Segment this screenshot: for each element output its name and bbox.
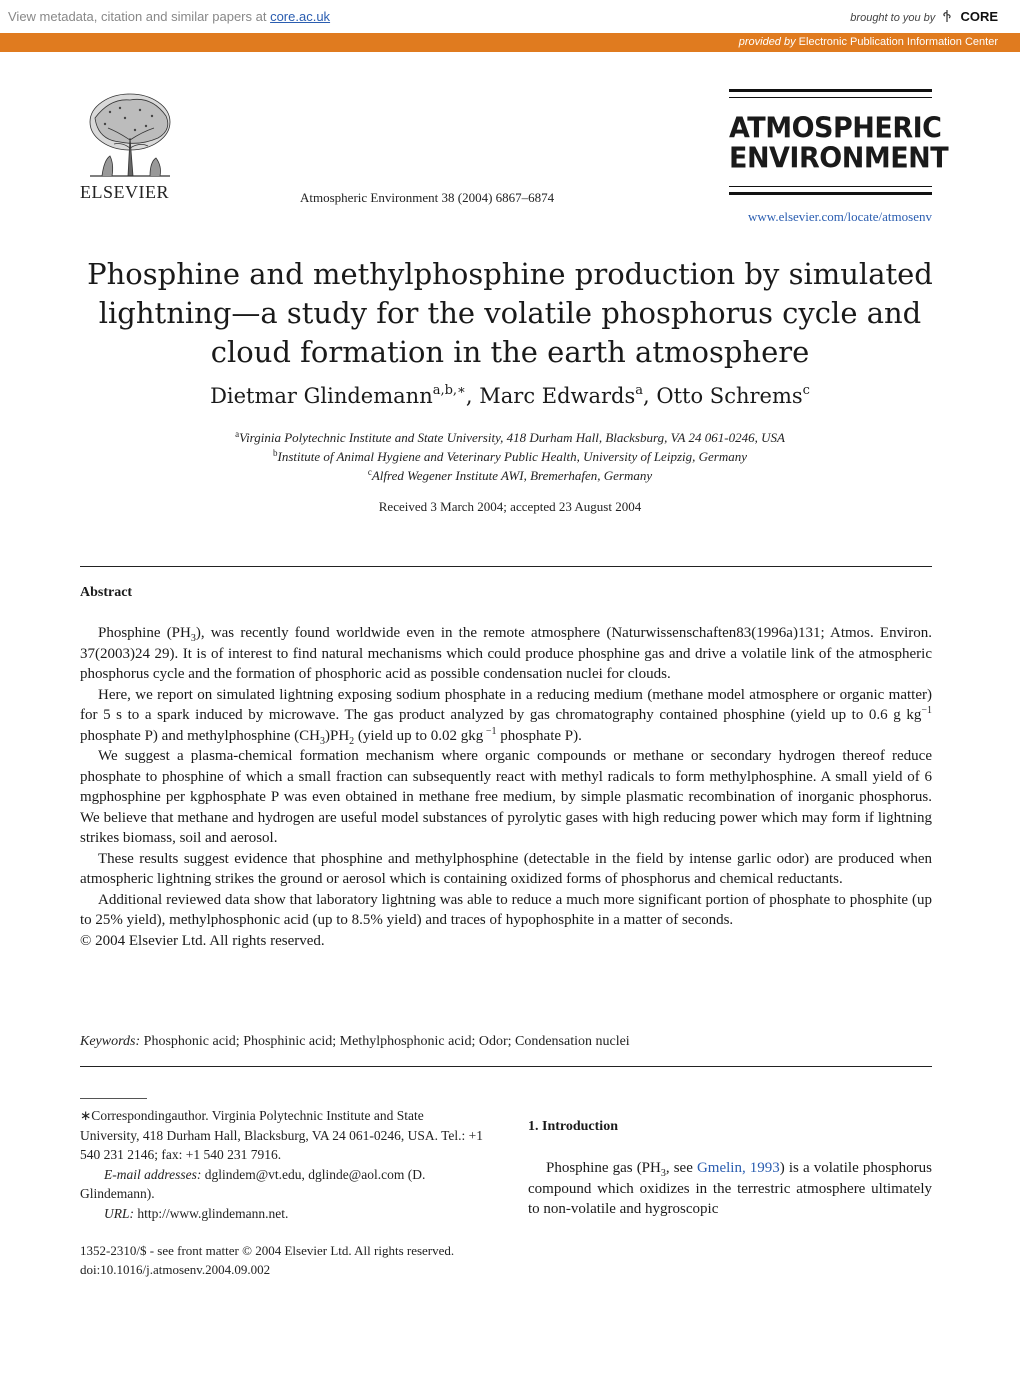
abstract-body [80,623,932,951]
author-name: Dietmar Glindemann [210,384,433,408]
footnote-url [80,1204,485,1224]
core-logo-icon [941,9,954,23]
abstract-text: Here, we report on simulated lightning exposing sodium phosphate in a reducing medium (methane model atmosphere or organic matter) for 5 s to a spark induced by microwave. The gas product analyzed by gas chromatography contained phosphine (yield up to 0.6 g kg [80,686,932,723]
abstract-text: phosphate P). [496,727,582,744]
affiliation-mark: c [367,467,372,477]
keywords-label: Keywords: [80,1034,141,1049]
affiliation-mark: b [273,448,278,458]
affiliation-text: Alfred Wegener Institute AWI, Bremerhafen, Germany [371,468,653,483]
keywords-text: Phosphonic acid; Phosphinic acid; Methylphosphonic acid; Odor; Condensation nuclei [140,1034,630,1049]
abstract-paragraph: Additional reviewed data show that laboratory lightning was able to reduce a much more significant portion of phosphate to phosphite (up to 25% yield), methylphosphonic acid (up to 8.5% yield) and traces of hypophosphite in a matter of seconds. [80,891,932,928]
title-line: lightning—a study for the volatile phosphorus cycle and [98,296,922,330]
abstract-text: Phosphine (PH [98,625,191,641]
author-affiliation-mark: a [635,383,644,398]
abstract-text: ), was recently found worldwide even in the remote atmosphere (Naturwissenschaften83(1996a)131; Atmos. Environ. 37(2003)24 29). It is of interest to find natural mechanisms which could produce phosphine gas and drive a volatile link of the atmospheric phosphorus cycle and the formation of phosphoric acid as possible condensation nuclei for clouds. [80,625,933,682]
author-name: , Marc Edwards [465,384,636,408]
title-line: cloud formation in the earth atmosphere [210,335,810,369]
footnote-text: ∗Correspondingauthor. Virginia Polytechnic Institute and State University, 418 Durham Hall, Blacksburg, VA 24 061-0246, USA. Tel.: +1 540 231 2146; fax: +1 540 231 7916. [80,1108,484,1162]
core-header [0,0,1020,33]
brand-rule-bottom [729,192,932,195]
corresponding-author-footnote [80,1106,485,1223]
title-line: Phosphine and methylphosphine production by simulated [87,257,933,291]
issn-line: 1352-2310/$ - see front matter © 2004 Elsevier Ltd. All rights reserved. [80,1243,455,1258]
author-name: , Otto Schrems [643,384,803,408]
affiliation-text: Institute of Animal Hygiene and Veterinary Public Health, University of Leipzig, Germany [277,449,747,464]
url-label: URL: [104,1205,134,1221]
intro-text: , see [665,1160,697,1176]
brand-rule-bottom-thin [729,186,932,187]
core-provided-by [739,36,998,48]
subscript: 3 [660,1168,666,1179]
subscript: 3 [190,633,196,644]
provider-name[interactable]: Electronic Publication Information Center [798,36,998,48]
provided-label: provided by [738,36,796,48]
received-dates: Received 3 March 2004; accepted 23 August 2004 [378,499,642,514]
citation-link[interactable]: Gmelin, 1993 [696,1160,780,1176]
core-metadata-text [8,9,330,24]
front-matter [80,1241,454,1279]
doi-line[interactable]: doi:10.1016/j.atmosenv.2004.09.002 [80,1262,271,1277]
journal-url-link[interactable]: www.elsevier.com/locate/atmosenv [748,209,932,224]
subscript: 2 [349,735,355,747]
paper-title [60,255,960,372]
author-list [60,384,960,408]
affiliation-a [60,430,960,446]
publisher-name: ELSEVIER [80,182,169,202]
author-affiliation-mark: c [802,383,810,398]
abstract-paragraph [80,685,932,747]
subscript: 3 [319,735,325,747]
copyright-line: © 2004 Elsevier Ltd. All rights reserved. [80,932,325,949]
journal-citation: Atmospheric Environment 38 (2004) 6867–6874 [300,190,555,205]
footnote-rule [80,1098,147,1099]
affiliation-b [60,449,960,465]
email-addresses[interactable]: dglindem@vt.edu, dglinde@aol.com (D. Glindemann). [80,1166,426,1201]
author-affiliation-mark: a,b,∗ [432,383,466,398]
affiliation-mark: a [235,429,240,439]
affiliation-text: Virginia Polytechnic Institute and State University, 418 Durham Hall, Blacksburg, VA 24 061-0246, USA [239,430,785,445]
superscript: −1 [483,725,497,737]
introduction-body [528,1158,932,1220]
abstract-paragraph: We suggest a plasma-chemical formation mechanism where organic compounds or methane or secondary hydrogen thereof reduce phosphate to phosphine of which a small fraction can subsequently react with methyl radicals to form methylphosphine. A small yield of 6 mgphosphine per kgphosphate P was even obtained in methane free medium, by simple plasmatic recombination of inorganic phosphorus. We believe that methane and hydrogen are useful model substances of pyrolytic gases with high reducing power which may form if lightning strikes biomass, soil and aerosol. [80,748,932,846]
abstract-heading: Abstract [80,585,133,600]
core-view-prefix: View metadata, citation and similar papers at [8,9,271,24]
abstract-paragraph [80,623,932,685]
introduction-heading: 1. Introduction [528,1119,618,1134]
footnote-emails [80,1165,485,1204]
core-brought-by [850,9,998,24]
abstract-text: phosphate P) and methylphosphine (CH [80,727,320,744]
abstract-text: )PH [324,727,350,744]
intro-text: ) is a volatile phosphorus compound which oxidizes in the terrestric atmosphere ultimately to non-volatile and hygroscopic [528,1160,932,1217]
brand-rule-top-thin [729,97,932,98]
abstract-text: (yield up to 0.02 gkg [354,727,484,744]
brand-rule-top [729,89,932,92]
email-label: E-mail addresses: [104,1166,202,1182]
abstract-top-rule [80,566,932,567]
superscript: −1 [921,705,932,716]
keywords-line [80,1034,630,1050]
abstract-bottom-rule [80,1066,932,1067]
brand-title-line1: ATMOSPHERIC [729,112,942,145]
affiliation-c [60,468,960,484]
abstract-paragraph: These results suggest evidence that phosphine and methylphosphine (detectable in the field by intense garlic odor) are produced when atmospheric lightning strikes the ground or aerosol which is containing oxidized forms of phosphorus and chemical reductants. [80,850,932,887]
brought-label: brought to you by [850,12,936,24]
intro-paragraph [528,1158,932,1220]
brand-title-line2: ENVIRONMENT [729,142,949,175]
core-name[interactable]: CORE [960,9,998,24]
elsevier-tree-logo-icon [80,88,180,180]
homepage-link[interactable]: http://www.glindemann.net. [134,1205,289,1221]
core-link[interactable]: core.ac.uk [270,9,331,24]
intro-text: Phosphine gas (PH [546,1160,661,1176]
